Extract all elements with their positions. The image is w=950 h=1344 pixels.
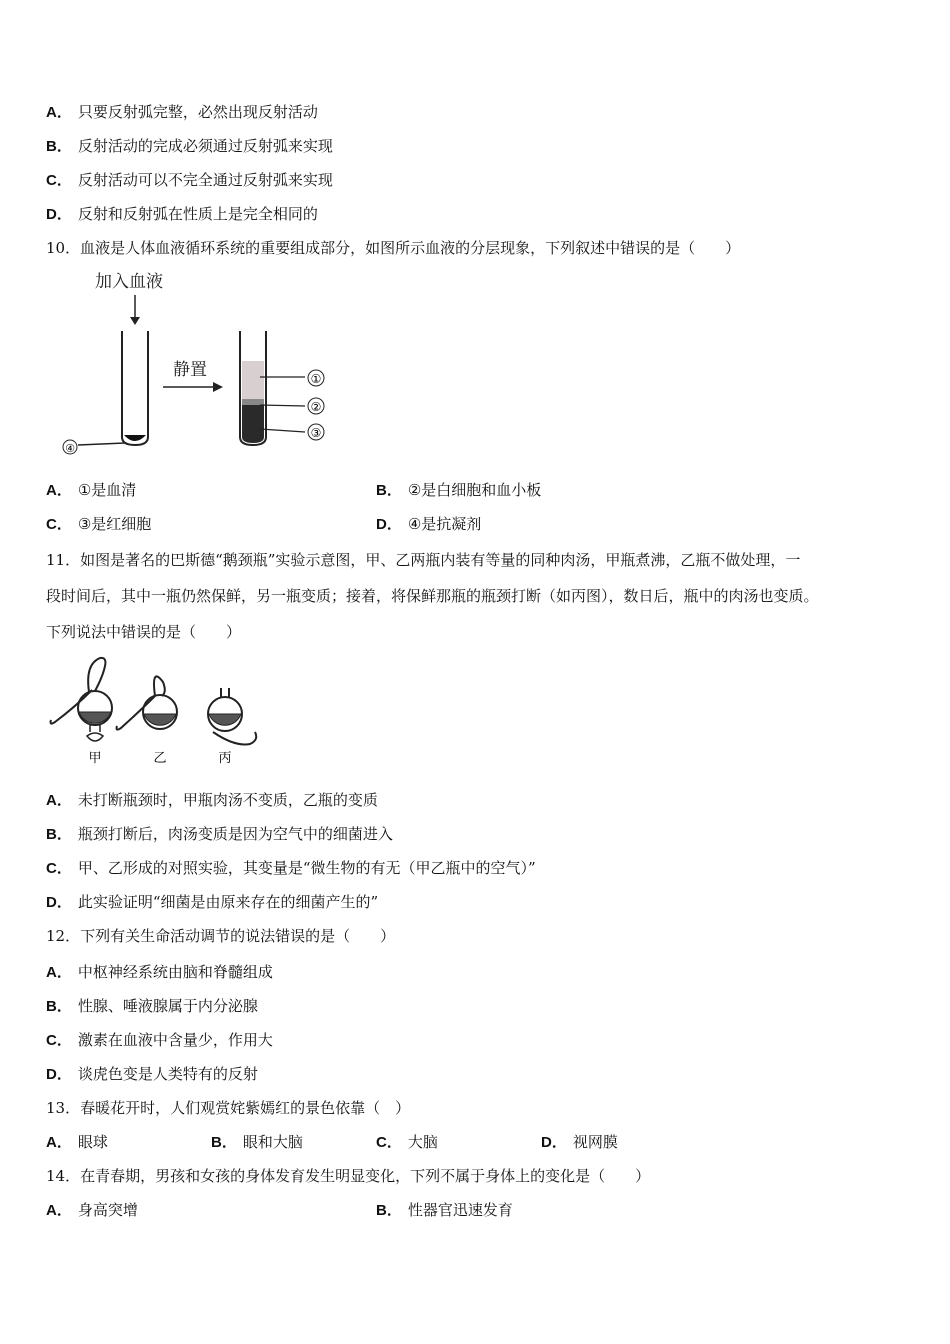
q9-option-d: D． 反射和反射弧在性质上是完全相同的	[46, 205, 318, 223]
q12-option-b: B． 性腺、唾液腺属于内分泌腺	[46, 997, 258, 1015]
q9-option-b: B． 反射活动的完成必须通过反射弧来实现	[46, 137, 333, 155]
flask-jia	[51, 658, 113, 741]
q13-stem: 13．春暖花开时，人们观赏姹紫嫣红的景色依靠（ ）	[46, 1099, 411, 1117]
blood-layering-figure	[55, 265, 345, 465]
q11-option-a: A． 未打断瓶颈时，甲瓶肉汤不变质，乙瓶的变质	[46, 791, 378, 809]
q11-stem-line-2: 段时间后，其中一瓶仍然保鲜，另一瓶变质；接着，将保鲜那瓶的瓶颈打断（如丙图），数日后，瓶中的肉汤也变质。	[46, 587, 819, 605]
label-2: ②	[310, 400, 322, 414]
q11-stem-line-1: 11．如图是著名的巴斯德“鹅颈瓶”实验示意图，甲、乙两瓶内装有等量的同种肉汤，甲瓶煮沸，乙瓶不做处理，一	[46, 551, 801, 569]
q11-option-d: D． 此实验证明“细菌是由原来存在的细菌产生的”	[46, 893, 379, 911]
q13-option-c: C． 大脑	[376, 1133, 438, 1151]
red-cell-layer	[242, 405, 264, 443]
q12-option-c: C． 激素在血液中含量少，作用大	[46, 1031, 273, 1049]
flask-bing	[208, 688, 256, 745]
q14-option-a: A． 身高突增	[46, 1201, 138, 1219]
q10-option-a: A． ①是血清	[46, 481, 137, 499]
q10-option-c: C． ③是红细胞	[46, 515, 152, 533]
q10-option-b: B． ②是白细胞和血小板	[376, 481, 542, 499]
broken-neck	[213, 732, 256, 745]
q10-stem: 10．血液是人体血液循环系统的重要组成部分，如图所示血液的分层现象，下列叙述中错误的是（ ）	[46, 239, 741, 257]
q14-option-b: B． 性器官迅速发育	[376, 1201, 513, 1219]
q13-option-a: A． 眼球	[46, 1133, 108, 1151]
label-yi: 乙	[153, 751, 167, 766]
label-jia: 甲	[88, 751, 102, 766]
label-1: ①	[310, 372, 322, 386]
stand-label: 静置	[173, 360, 207, 380]
q14-stem: 14．在青春期，男孩和女孩的身体发育发生明显变化，下列不属于身体上的变化是（ ）	[46, 1167, 651, 1185]
label-4: ④	[65, 442, 75, 455]
q9-option-a: A． 只要反射弧完整，必然出现反射活动	[46, 103, 318, 121]
add-blood-label: 加入血液	[95, 272, 163, 292]
q11-option-c: C． 甲、乙形成的对照实验，其变量是“微生物的有无（甲乙瓶中的空气）”	[46, 859, 536, 877]
add-blood-arrowhead	[130, 317, 140, 325]
plasma-layer	[242, 361, 264, 399]
empty-test-tube	[122, 331, 148, 445]
q13-option-b: B． 眼和大脑	[211, 1133, 303, 1151]
anticoagulant	[124, 435, 146, 441]
q13-option-d: D． 视网膜	[541, 1133, 618, 1151]
q12-stem: 12．下列有关生命活动调节的说法错误的是（ ）	[46, 927, 396, 945]
q12-option-a: A． 中枢神经系统由脑和脊髓组成	[46, 963, 273, 981]
swan-neck-flask-figure	[45, 652, 265, 770]
q11-stem-line-3: 下列说法中错误的是（ ）	[46, 623, 242, 641]
label-bing: 丙	[218, 751, 232, 766]
buffy-coat-layer	[242, 399, 264, 405]
label-3: ③	[310, 426, 322, 440]
q11-option-b: B． 瓶颈打断后，肉汤变质是因为空气中的细菌进入	[46, 825, 393, 843]
q10-option-d: D． ④是抗凝剂	[376, 515, 482, 533]
flame-icon	[87, 733, 103, 741]
q9-option-c: C． 反射活动可以不完全通过反射弧来实现	[46, 171, 333, 189]
q12-option-d: D． 谈虎色变是人类特有的反射	[46, 1065, 258, 1083]
flask-yi	[117, 676, 178, 729]
